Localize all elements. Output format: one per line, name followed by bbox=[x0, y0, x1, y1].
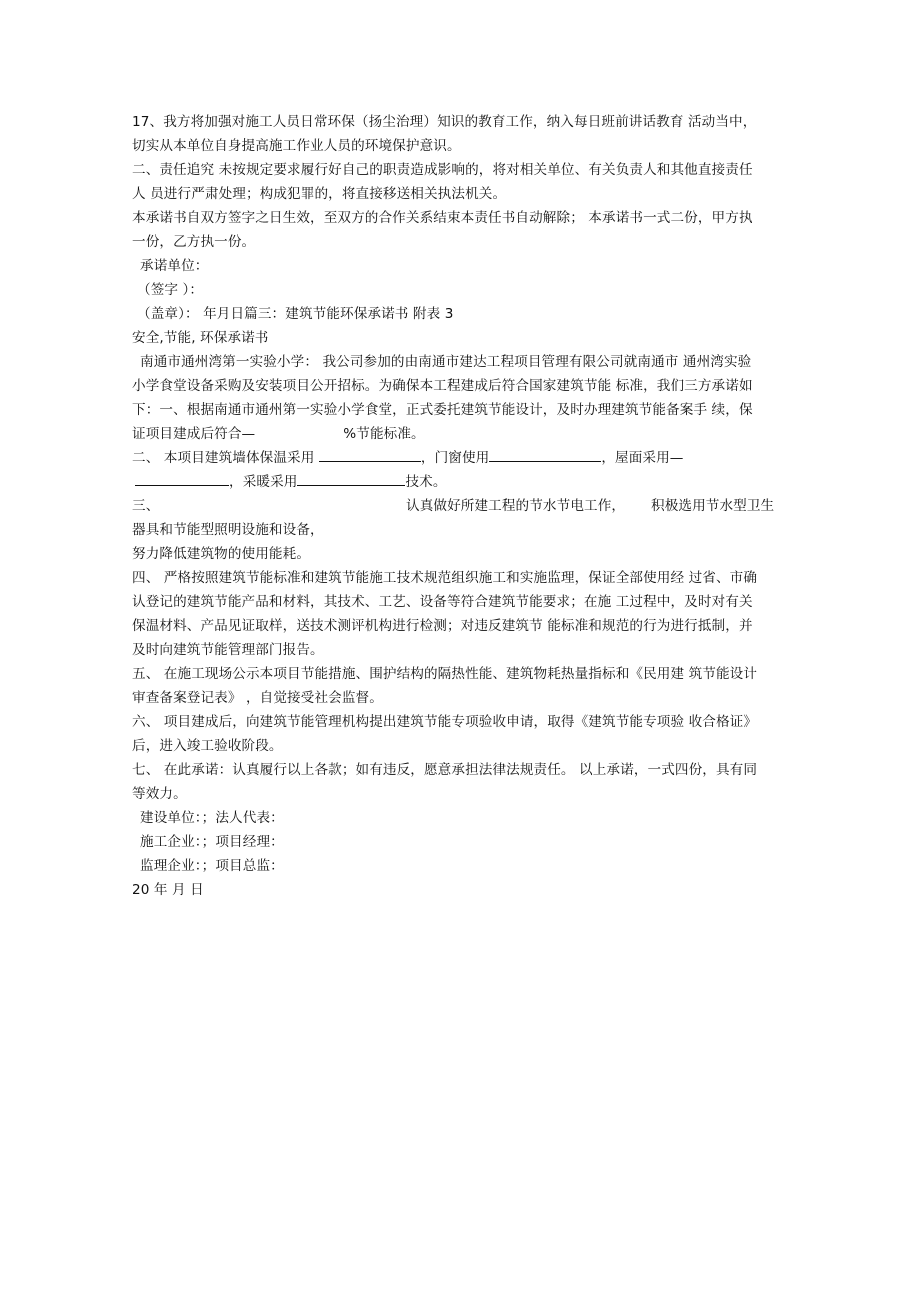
roof-blank bbox=[135, 471, 229, 486]
clause-3-line-2: 器具和节能型照明设施和设备， bbox=[132, 522, 324, 538]
supervisor-sign: 监理企业：；项目总监： bbox=[140, 858, 284, 874]
validity-line-1: 本承诺书自双方签字之日生效，至双方的合作关系结束本责任书自动解除； 本承诺书一式二份，甲方执 bbox=[132, 210, 753, 226]
technology-label: 技术。 bbox=[405, 474, 447, 490]
clause-3-number: 三、 bbox=[132, 498, 160, 514]
contractor-sign: 施工企业：；项目经理： bbox=[140, 834, 284, 850]
clause-17-line-1: 17、我方将加强对施工人员日常环保（扬尘治理）知识的教育工作，纳入每日班前讲话教育 活动当中， bbox=[132, 114, 757, 130]
percent-standard-text: %节能标准。 bbox=[343, 426, 425, 442]
windows-label: ，门窗使用 bbox=[420, 450, 490, 466]
clause-4-line-3: 保温材料、产品见证取样，送技术测评机构进行检测；对违反建筑节 能标准和规范的行为进行抵制，并 bbox=[132, 618, 753, 634]
signature-label: （签字 ）： bbox=[137, 282, 204, 298]
clause-6-line-2: 后，进入竣工验收阶段。 bbox=[132, 738, 283, 754]
construction-unit-sign: 建设单位：；法人代表： bbox=[140, 810, 284, 826]
intro-line-3: 下：一、根据南通市通州第一实验小学食堂，正式委托建筑节能设计，及时办理建筑节能备案手 续，保 bbox=[132, 402, 753, 418]
committing-unit-label: 承诺单位： bbox=[140, 258, 209, 274]
seal-label: （盖章）： 年月日篇三：建筑节能环保承诺书 附表 3 bbox=[137, 306, 454, 322]
standard-text: 证项目建成后符合— bbox=[132, 426, 256, 442]
date-line: 20 年 月 日 bbox=[132, 882, 204, 898]
clause-3-text-a: 认真做好所建工程的节水节电工作， bbox=[406, 498, 626, 514]
second-doc-title: 安全,节能, 环保承诺书 bbox=[132, 330, 269, 346]
roof-label: ，屋面采用— bbox=[601, 450, 684, 466]
clause-7-line-1: 七、 在此承诺：认真履行以上各款；如有违反，愿意承担法律法规责任。 以上承诺，一式四份，具有同 bbox=[132, 762, 758, 778]
clause-4-line-1: 四、 严格按照建筑节能标准和建筑节能施工技术规范组织施工和实施监理，保证全部使用经 过省、市确 bbox=[132, 570, 758, 586]
clause-3-text-b: 积极选用节水型卫生 bbox=[651, 498, 775, 514]
intro-line-2: 小学食堂设备采购及安装项目公开招标。为确保本工程建成后符合国家建筑节能 标准，我们三方承诺如 bbox=[132, 378, 753, 394]
clause-7-line-2: 等效力。 bbox=[132, 786, 187, 802]
clause-3-line-3: 努力降低建筑物的使用能耗。 bbox=[132, 546, 311, 562]
wall-insulation-label: 二、 本项目建筑墙体保温采用 bbox=[132, 450, 315, 466]
wall-insulation-blank bbox=[319, 447, 421, 462]
clause-5-line-2: 审查备案登记表》 ，自觉接受社会监督。 bbox=[132, 690, 383, 706]
heating-label: ，采暖采用 bbox=[229, 474, 298, 490]
intro-line-4 bbox=[132, 422, 425, 446]
intro-line-1: 南通市通州湾第一实验小学： 我公司参加的由南通市建达工程项目管理有限公司就南通市 通州湾实验 bbox=[140, 354, 752, 370]
clause-5-line-1: 五、 在施工现场公示本项目节能措施、围护结构的隔热性能、建筑物耗热量指标和《民用建 筑节能设计 bbox=[132, 666, 758, 682]
validity-line-2: 一份，乙方执一份。 bbox=[132, 234, 256, 250]
clause-4-line-2: 认登记的建筑节能产品和材料，其技术、工艺、设备等符合建筑节能要求；在施 工过程中，及时对有关 bbox=[132, 594, 753, 610]
clause-6-line-1: 六、 项目建成后，向建筑节能管理机构提出建筑节能专项验收申请，取得《建筑节能专项验 收合格证》 bbox=[132, 714, 758, 730]
clause-2-line-2 bbox=[135, 470, 447, 494]
clause-17-line-2: 切实从本单位自身提高施工作业人员的环境保护意识。 bbox=[132, 138, 461, 154]
clause-4-line-4: 及时向建筑节能管理部门报告。 bbox=[132, 642, 324, 658]
responsibility-line-2: 人 员进行严肃处理；构成犯罪的，将直接移送相关执法机关。 bbox=[132, 186, 507, 202]
clause-2-line-1 bbox=[132, 446, 684, 470]
heating-blank bbox=[297, 471, 405, 486]
windows-blank bbox=[489, 447, 601, 462]
responsibility-line-1: 二、责任追究 未按规定要求履行好自己的职责造成影响的，将对相关单位、有关负责人和其他直接责任 bbox=[132, 162, 753, 178]
